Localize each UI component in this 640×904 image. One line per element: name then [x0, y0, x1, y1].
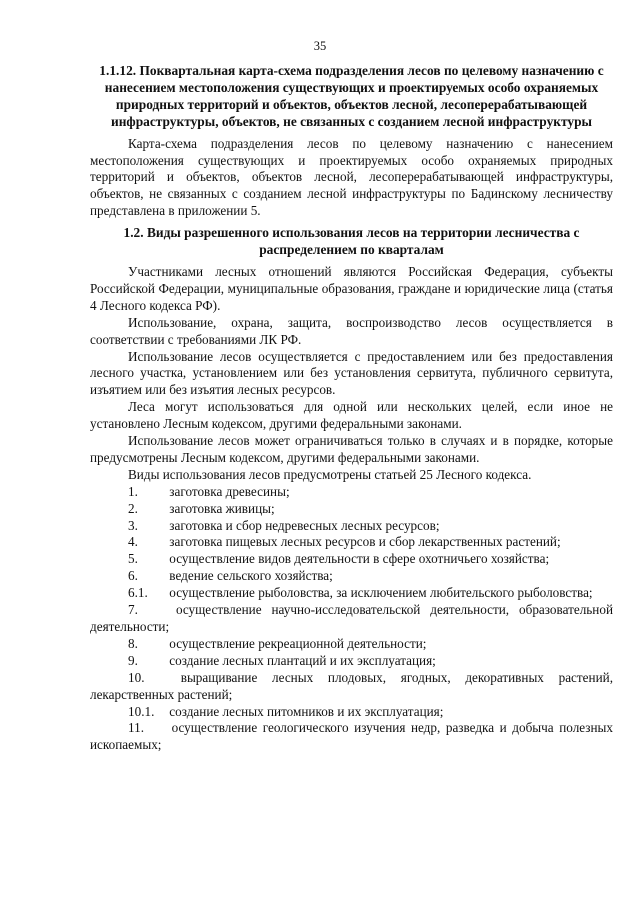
list-item-text: осуществление видов деятельности в сфере охотничьего хозяйства; — [169, 551, 550, 567]
list-item-text: выращивание лесных плодовых, ягодных, декоративных растений, лекарственных растений; — [90, 669, 614, 702]
list-item-number: 2. — [128, 500, 138, 516]
list-item-number: 7. — [128, 602, 138, 618]
paragraph: Леса могут использоваться для одной или нескольких целей, если иное не установлено Лесным кодексом, другими федеральными законами. — [90, 399, 613, 432]
list-item-number: 6. — [128, 568, 138, 584]
section-paragraph: Карта-схема подразделения лесов по целевому назначению с нанесением местоположения существующих и проектируемых особо охраняемых природных территорий и объектов, объектов лесной, лесоперерабатывающей инфраструктуры, объектов, не связанных с созданием лесной инфраструктуры по Бадинскому лесничеству представлена в приложении 5. — [90, 135, 613, 219]
list-item — [90, 534, 613, 551]
list-item — [90, 568, 613, 585]
list-item — [90, 653, 613, 670]
page-content — [90, 63, 613, 754]
list-item — [90, 670, 613, 704]
paragraph: Виды использования лесов предусмотрены статьей 25 Лесного кодекса. — [128, 466, 532, 482]
paragraph: Участниками лесных отношений являются Российская Федерация, субъекты Российской Федерации, муниципальные образования, граждане и юридические лица (статья 4 Лесного кодекса РФ). — [90, 263, 613, 313]
list-item-text: заготовка и сбор недревесных лесных ресурсов; — [169, 517, 440, 533]
list-item — [90, 551, 613, 568]
list-item-number: 10. — [128, 669, 145, 685]
list-item-number: 9. — [128, 652, 138, 668]
list-item-number: 1. — [128, 483, 138, 499]
list-item-text: заготовка пищевых лесных ресурсов и сбор лекарственных растений; — [169, 534, 561, 550]
list-item-number: 8. — [128, 635, 138, 651]
list-item-text: осуществление научно-исследовательской деятельности, образовательной деятельности; — [90, 602, 613, 634]
list-item — [90, 484, 613, 501]
list-item — [90, 602, 613, 636]
paragraph: Использование лесов осуществляется с предоставлением или без предоставления лесного участка, установлением или без установления сервитута, публичного сервитута, изъятием или без изъятия лесных ресурсов. — [90, 348, 613, 398]
section-heading-1-1-12: 1.1.12. Поквартальная карта-схема подразделения лесов по целевому назначению с нанесением местоположения существующих и проектируемых особо охраняемых природных территорий и объектов, объектов лесной, лесоперерабатывающей инфраструктуры, объектов, не связанных с созданием лесной инфраструктуры — [99, 63, 604, 129]
section-body — [90, 264, 613, 754]
list-item — [90, 585, 613, 602]
paragraph: Использование, охрана, защита, воспроизводство лесов осуществляется в соответствии с требованиями ЛК РФ. — [90, 314, 613, 347]
list-item-text: осуществление геологического изучения недр, разведка и добыча полезных ископаемых; — [90, 720, 614, 753]
list-item-number: 5. — [128, 551, 138, 567]
list-item-text: заготовка живицы; — [169, 500, 275, 516]
list-item-number: 11. — [128, 720, 144, 736]
list-item-number: 4. — [128, 534, 138, 550]
list-item-number: 3. — [128, 517, 138, 533]
list-item-number: 10.1. — [128, 703, 155, 719]
section-heading-1-2: 1.2. Виды разрешенного использования лесов на территории лесничества с распределением по кварталам — [123, 225, 580, 258]
list-item — [90, 720, 613, 754]
list-item — [90, 518, 613, 535]
page-number: 35 — [313, 39, 327, 53]
list-item-text: ведение сельского хозяйства; — [169, 568, 333, 584]
list-of-uses — [90, 484, 613, 755]
list-item — [90, 501, 613, 518]
list-item-number: 6.1. — [128, 585, 148, 601]
list-item — [90, 704, 613, 721]
list-item-text: создание лесных плантаций и их эксплуатация; — [169, 652, 436, 668]
list-item-text: создание лесных питомников и их эксплуатация; — [169, 703, 444, 719]
list-item-text: заготовка древесины; — [169, 483, 290, 499]
paragraph: Использование лесов может ограничиваться только в случаях и в порядке, которые предусмотрены Лесным кодексом, другими федеральными законами. — [90, 433, 613, 465]
list-item-text: осуществление рекреационной деятельности; — [169, 635, 427, 651]
list-item — [90, 636, 613, 653]
list-item-text: осуществление рыболовства, за исключением любительского рыболовства; — [169, 585, 593, 601]
